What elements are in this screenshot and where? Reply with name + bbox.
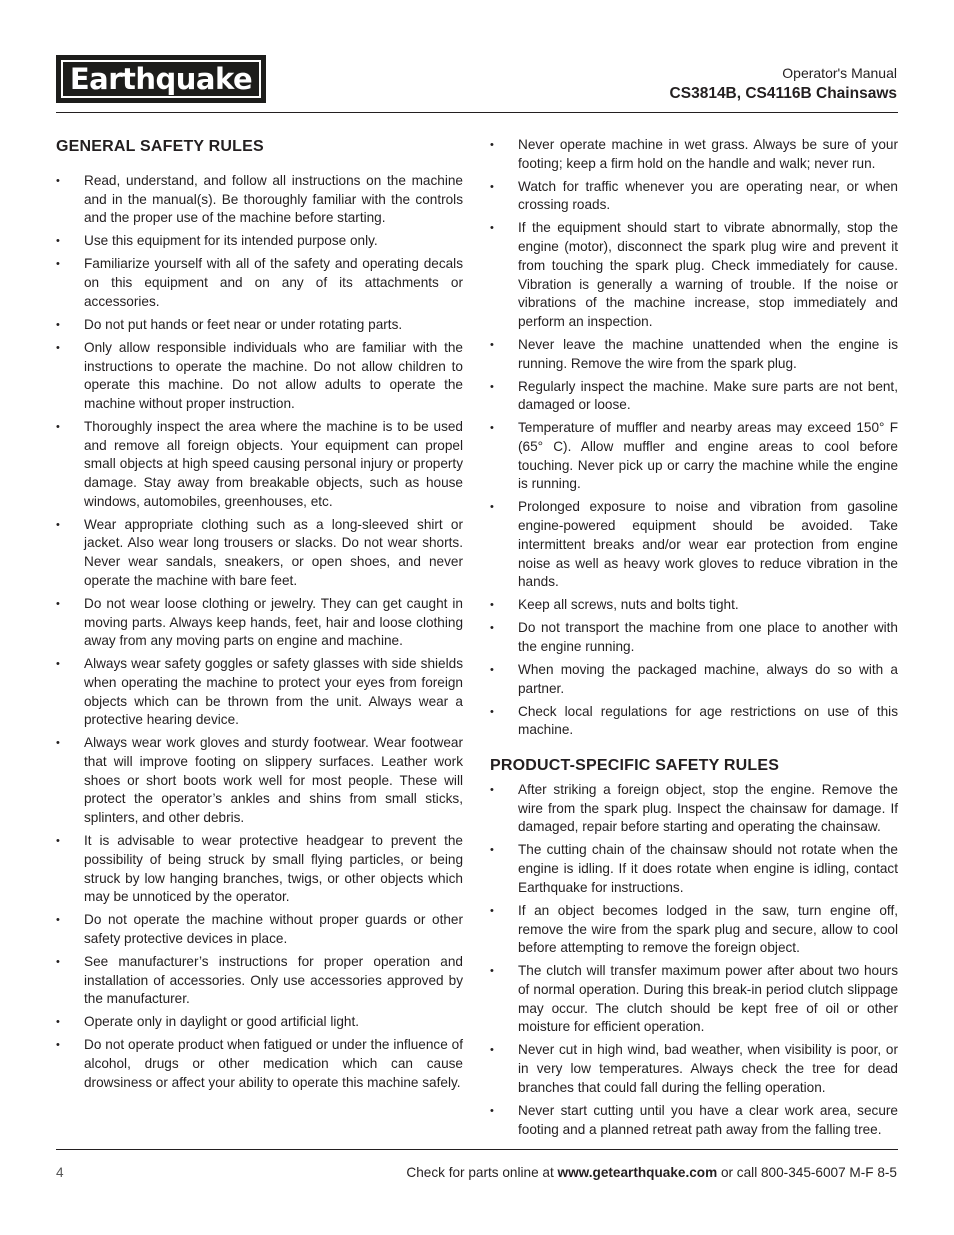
logo-inner-border — [61, 60, 261, 98]
earthquake-logo — [56, 55, 266, 103]
list-item: • Read, understand, and follow all instructions on the machine and in the manual(s). Be thoroughly familiar with the controls and the proper use of the machine before starting. — [56, 172, 463, 228]
list-item: • Check local regulations for age restrictions on use of this machine. — [490, 703, 898, 740]
footer-url-link[interactable]: www.getearthquake.com — [557, 1165, 718, 1180]
list-item: • The clutch will transfer maximum power after about two hours of normal operation. During this break-in period clutch slippage may occur. The clutch should be kept free of oil or other moisture for efficient operation. — [490, 962, 898, 1037]
general-safety-list — [56, 172, 463, 1093]
list-item: • Do not wear loose clothing or jewelry. They can get caught in moving parts. Always keep hands, feet, hair and loose clothing away from any moving parts on engine and machine. — [56, 595, 463, 651]
list-item: • Only allow responsible individuals who are familiar with the instructions to operate the machine. Do not allow children to operate this machine. Do not allow adults to operate the machine without proper instruction. — [56, 339, 463, 414]
list-item: • Thoroughly inspect the area where the machine is to be used and remove all foreign objects. Your equipment can propel small objects at high speed causing personal injury or property damage. Stay away from breakable objects, such as house windows, automobiles, greenhouses, etc. — [56, 418, 463, 512]
list-item: • The cutting chain of the chainsaw should not rotate when the engine is idling. If it does rotate when engine is idling, contact Earthquake for instructions. — [490, 841, 898, 897]
list-item: • Never leave the machine unattended when the engine is running. Remove the wire from the spark plug. — [490, 336, 898, 373]
list-item: • Do not transport the machine from one place to another with the engine running. — [490, 619, 898, 656]
list-item: • Prolonged exposure to noise and vibration from gasoline engine-powered equipment should be avoided. Take intermittent breaks and/or wear ear protection from engine noise as well as heavy work gloves to reduce vibration in the hands. — [490, 498, 898, 592]
list-item: • Always wear work gloves and sturdy footwear. Wear footwear that will improve footing on slippery surfaces. Leather work shoes or short boots work well for most people. These will protect the operator’s ankles and shins from small sticks, splinters, and other debris. — [56, 734, 463, 828]
footer-text-after: or call 800-345-6007 M-F 8-5 — [717, 1165, 897, 1180]
list-item: • Do not operate the machine without proper guards or other safety protective devices in place. — [56, 911, 463, 948]
list-item: • It is advisable to wear protective headgear to prevent the possibility of being struck by small flying particles, or being struck by low hanging branches, twigs, or other objects which may be unnoticed by the operator. — [56, 832, 463, 907]
list-item: • If an object becomes lodged in the saw, turn engine off, remove the wire from the spark plug and secure, allow to cool before attempting to remove the foreign object. — [490, 902, 898, 958]
page-number: 4 — [56, 1165, 64, 1180]
list-item: • Operate only in daylight or good artificial light. — [56, 1013, 463, 1032]
footer-divider — [56, 1149, 898, 1150]
header-divider — [56, 112, 898, 113]
list-item: • Do not put hands or feet near or under rotating parts. — [56, 316, 463, 335]
list-item: • If the equipment should start to vibrate abnormally, stop the engine (motor), disconnect the spark plug wire and prevent it from touching the spark plug. Check immediately for cause. Vibration is generally a warning of trouble. If the noise or vibrations of the machine increase, stop immediately and perform an inspection. — [490, 219, 898, 331]
product-safety-list — [490, 781, 898, 1139]
list-item: • Never operate machine in wet grass. Always be sure of your footing; keep a firm hold on the handle and walk; never run. — [490, 136, 898, 173]
model-title: CS3814B, CS4116B Chainsaws — [669, 85, 897, 102]
document-header — [670, 64, 897, 104]
list-item: • Keep all screws, nuts and bolts tight. — [490, 596, 898, 615]
list-item: • Regularly inspect the machine. Make sure parts are not bent, damaged or loose. — [490, 378, 898, 415]
list-item: • Do not operate product when fatigued or under the influence of alcohol, drugs or other medication which can cause drowsiness or affect your ability to operate this machine safely. — [56, 1036, 463, 1092]
right-column — [490, 136, 898, 1144]
footer-text-before: Check for parts online at — [406, 1165, 558, 1180]
list-item: • Temperature of muffler and nearby areas may exceed 150° F (65° C). Allow muffler and engine areas to cool before touching. Never pick up or carry the machine while the engine is running. — [490, 419, 898, 494]
list-item: • Wear appropriate clothing such as a long-sleeved shirt or jacket. Also wear long trousers or slacks. Do not wear shorts. Never wear sandals, sneakers, or open shoes, and never operate the machine with bare feet. — [56, 516, 463, 591]
product-safety-heading: PRODUCT-SPECIFIC SAFETY RULES — [490, 757, 780, 775]
list-item: • Familiarize yourself with all of the safety and operating decals on this equipment and on any of its attachments or accessories. — [56, 255, 463, 311]
general-safety-heading: GENERAL SAFETY RULES — [56, 138, 264, 155]
left-column — [56, 136, 463, 1097]
list-item: • Watch for traffic whenever you are operating near, or when crossing roads. — [490, 178, 898, 215]
list-item: • See manufacturer’s instructions for proper operation and installation of accessories. Only use accessories approved by the manufacturer. — [56, 953, 463, 1009]
list-item: • When moving the packaged machine, always do so with a partner. — [490, 661, 898, 698]
general-safety-list-continued — [490, 136, 898, 740]
list-item: • Never cut in high wind, bad weather, when visibility is poor, or in very low temperatures. Always check the tree for dead branches that could fall during the felling operation. — [490, 1041, 898, 1097]
logo-text: Earthquake — [69, 61, 253, 96]
list-item: • After striking a foreign object, stop the engine. Remove the wire from the spark plug. Inspect the chainsaw for damage. If damaged, repair before starting and operating the chainsaw. — [490, 781, 898, 837]
footer-contact — [406, 1165, 897, 1180]
list-item: • Always wear safety goggles or safety glasses with side shields when operating the machine to protect your eyes from foreign objects which can be thrown from the unit. Always wear a protective hearing device. — [56, 655, 463, 730]
list-item: • Never start cutting until you have a clear work area, secure footing and a planned retreat path away from the falling tree. — [490, 1102, 898, 1139]
list-item: • Use this equipment for its intended purpose only. — [56, 232, 463, 251]
manual-label: Operator's Manual — [782, 65, 897, 81]
